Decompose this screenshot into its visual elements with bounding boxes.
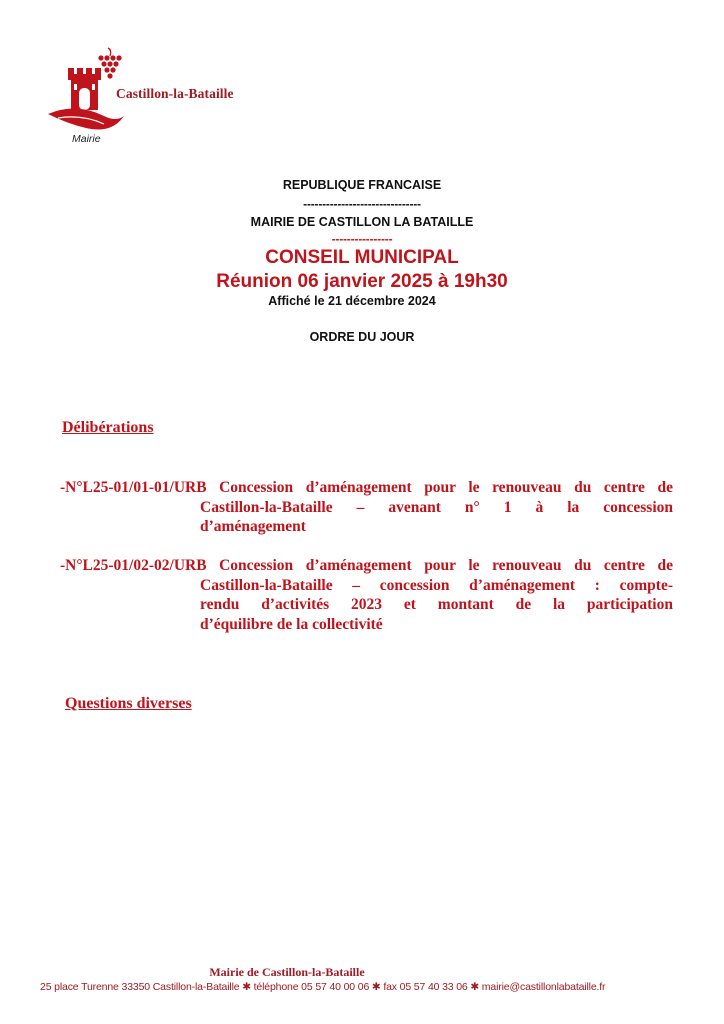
council-title: CONSEIL MUNICIPAL <box>265 247 459 268</box>
agenda-item <box>60 556 673 634</box>
footer-mairie-name <box>0 965 724 980</box>
agenda-item <box>60 478 673 537</box>
logo-brand-text: Castillon-la-Bataille <box>116 86 234 101</box>
posted-date: Affiché le 21 décembre 2024 <box>268 294 436 308</box>
deliberations-heading: Délibérations <box>62 419 154 436</box>
agenda-item-line: Castillon-la-Bataille – avenant n° 1 à la concession <box>200 498 673 516</box>
logo-subtitle: Mairie <box>72 133 101 145</box>
town-logo <box>46 44 261 149</box>
separator-2: ---------------- <box>331 232 393 246</box>
questions-heading: Questions diverses <box>65 695 192 712</box>
mairie-heading: MAIRIE DE CASTILLON LA BATAILLE <box>250 215 474 229</box>
agenda-item-line: d’équilibre de la collectivité <box>200 615 383 633</box>
meeting-date: Réunion 06 janvier 2025 à 19h30 <box>216 271 508 292</box>
separator-1: ------------------------------- <box>303 197 421 211</box>
agenda-heading: ORDRE DU JOUR <box>309 330 415 344</box>
agenda-item-line: -N°L25-01/02-02/URB Concession d’aménagement pour le renouveau du centre de <box>60 557 673 574</box>
agenda-item-line: rendu d’activités 2023 et montant de la participation <box>200 596 673 613</box>
agenda-item-line: d’aménagement <box>200 518 306 535</box>
agenda-item-line: -N°L25-01/01-01/URB Concession d’aménagement pour le renouveau du centre de <box>60 479 673 496</box>
republic-heading: REPUBLIQUE FRANCAISE <box>282 178 442 192</box>
grapes-icon <box>98 48 121 79</box>
footer-address: 25 place Turenne 33350 Castillon-la-Bataille ✱ téléphone 05 57 40 00 06 ✱ fax 05 57 40 33 06 ✱ mairie@castillonlabataille.fr <box>40 981 606 993</box>
agenda-item-line: Castillon-la-Bataille – concession d’aménagement : compte- <box>200 576 673 594</box>
footer-mairie-name-text: Mairie de Castillon-la-Bataille <box>209 965 365 979</box>
